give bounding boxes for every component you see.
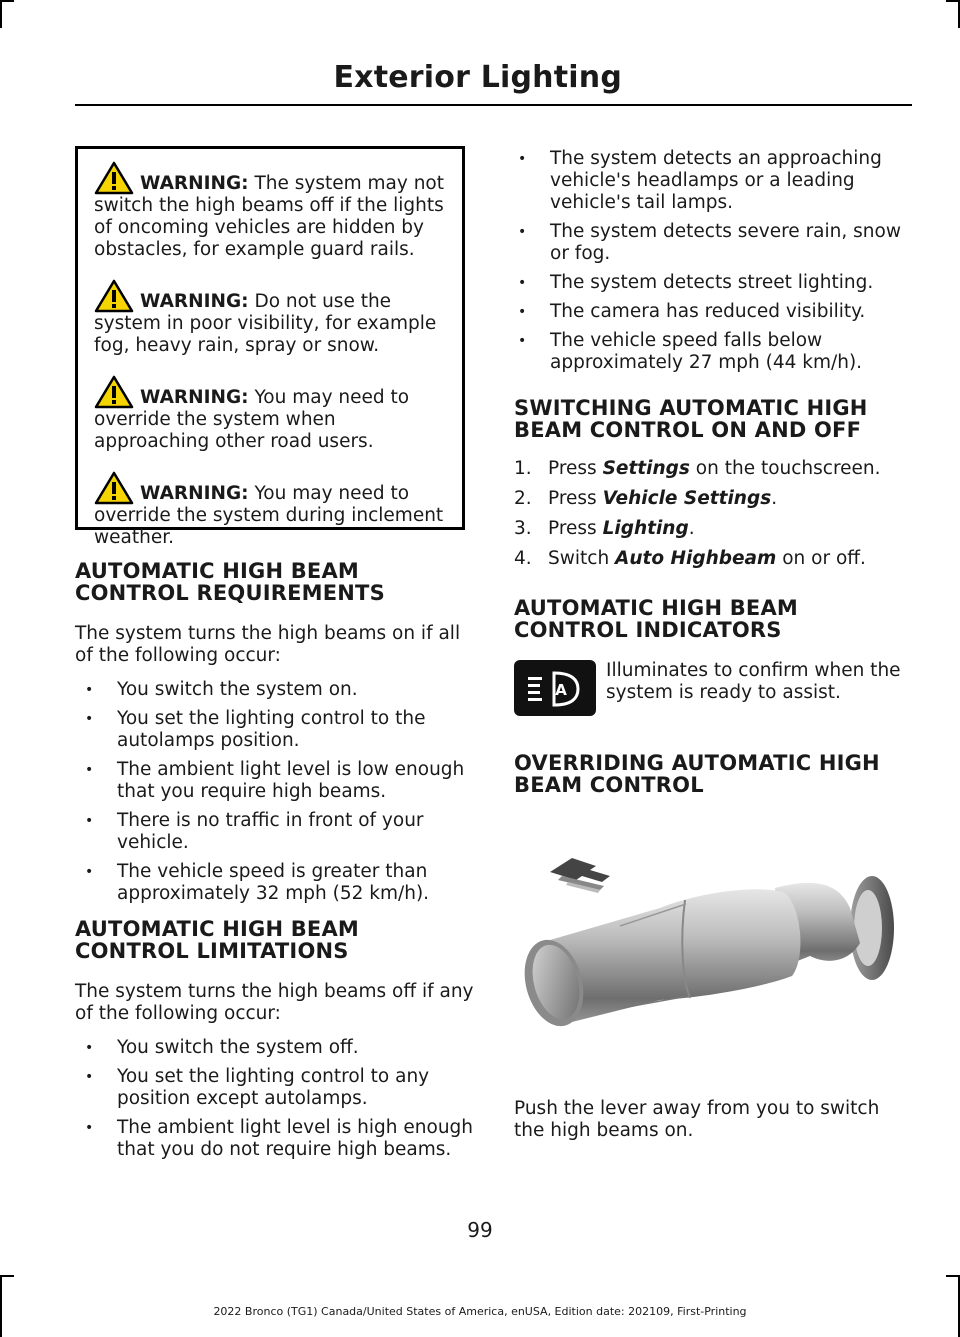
list-item: • The ambient light level is high enough that you do not require high beams.: [75, 1117, 477, 1161]
list-item: • You switch the system off.: [75, 1037, 477, 1059]
steps-list: [514, 458, 912, 570]
step-item: 1. Press Settings on the touchscreen.: [514, 458, 881, 479]
warning-label: WARNING:: [140, 387, 249, 408]
limitations-list-part1: [75, 1037, 477, 1161]
list-item: • The ambient light level is low enough that you require high beams.: [75, 759, 477, 803]
requirements-list: [75, 679, 477, 905]
list-item: • The vehicle speed falls below approximately 27 mph (44 km/h).: [508, 330, 912, 374]
warning-triangle-icon: [94, 375, 134, 409]
limitations-list-part2: [508, 148, 912, 374]
list-item: • The vehicle speed is greater than approximately 32 mph (52 km/h).: [75, 861, 477, 905]
list-item: • The camera has reduced visibility.: [508, 301, 912, 323]
switching-section: [514, 397, 912, 570]
warning-label: WARNING:: [140, 291, 249, 312]
section-heading: AUTOMATIC HIGH BEAM CONTROL INDICATORS: [514, 596, 799, 642]
header-divider: [75, 104, 912, 106]
indicators-section: [514, 597, 912, 641]
crop-mark: [0, 0, 14, 2]
section-heading: AUTOMATIC HIGH BEAM CONTROL LIMITATIONS: [75, 917, 360, 963]
warning-text: You may need to override the system during inclement weather.: [94, 483, 444, 548]
page-title: Exterior Lighting: [333, 60, 622, 95]
warning-triangle-icon: [94, 279, 134, 313]
section-heading: SWITCHING AUTOMATIC HIGH BEAM CONTROL ON AND OFF: [514, 396, 868, 442]
warning-label: WARNING:: [140, 173, 249, 194]
indicator-letter: A: [555, 681, 567, 699]
section-intro: The system turns the high beams off if any of the following occur:: [75, 981, 474, 1024]
auto-high-beam-indicator-icon: [514, 660, 596, 716]
override-caption: Push the lever away from you to switch the high beams on.: [514, 1098, 880, 1141]
lighting-lever-push-forward-illustration: [510, 848, 905, 1033]
warning-triangle-icon: [94, 471, 134, 505]
limitations-continued: [508, 148, 912, 374]
warning-triangle-icon: [94, 161, 134, 195]
step-item: 3. Press Lighting.: [514, 518, 695, 539]
page-number: 99: [467, 1218, 493, 1242]
warning-3: [94, 375, 454, 453]
warnings-box: [75, 146, 465, 548]
step-item: 2. Press Vehicle Settings.: [514, 488, 778, 509]
list-item: • The system detects an approaching vehicle's headlamps or a leading vehicle's tail lamps.: [508, 148, 912, 214]
limitations-section: [75, 918, 477, 1161]
section-intro: The system turns the high beams on if all of the following occur:: [75, 623, 461, 666]
step-item: 4. Switch Auto Highbeam on or off.: [514, 548, 866, 569]
warning-text: The system may not switch the high beams off if the lights of oncoming vehicles are hidden by obstacles, for example guard rails.: [94, 173, 444, 260]
list-item: • The system detects street lighting.: [508, 272, 912, 294]
warning-label: WARNING:: [140, 483, 249, 504]
list-item: • You set the lighting control to the autolamps position.: [75, 708, 477, 752]
list-item: • You switch the system on.: [75, 679, 477, 701]
list-item: • The system detects severe rain, snow or fog.: [508, 221, 912, 265]
section-heading: AUTOMATIC HIGH BEAM CONTROL REQUIREMENTS: [75, 559, 385, 605]
crop-mark: [0, 1275, 14, 1277]
warning-2: [94, 279, 454, 357]
list-item: • You set the lighting control to any position except autolamps.: [75, 1066, 477, 1110]
footer-edition: 2022 Bronco (TG1) Canada/United States of America, enUSA, Edition date: 202109, First-Printing: [213, 1305, 747, 1318]
crop-mark: [946, 1275, 960, 1277]
overriding-section: [514, 752, 912, 796]
warning-4: [94, 471, 454, 549]
indicator-description: Illuminates to confirm when the system is ready to assist.: [606, 660, 901, 703]
crop-mark: [946, 0, 960, 2]
crop-mark: [0, 0, 2, 28]
list-item: • There is no traffic in front of your vehicle.: [75, 810, 477, 854]
requirements-section: [75, 560, 477, 905]
warning-text: You may need to override the system when approaching other road users.: [94, 387, 410, 452]
warning-1: [94, 161, 454, 261]
push-arrow-icon: [550, 858, 610, 893]
section-heading: OVERRIDING AUTOMATIC HIGH BEAM CONTROL: [514, 751, 880, 797]
auto-high-beam-indicator-icon: [514, 660, 596, 716]
warning-text: Do not use the system in poor visibility, for example fog, heavy rain, spray or snow.: [94, 291, 437, 356]
